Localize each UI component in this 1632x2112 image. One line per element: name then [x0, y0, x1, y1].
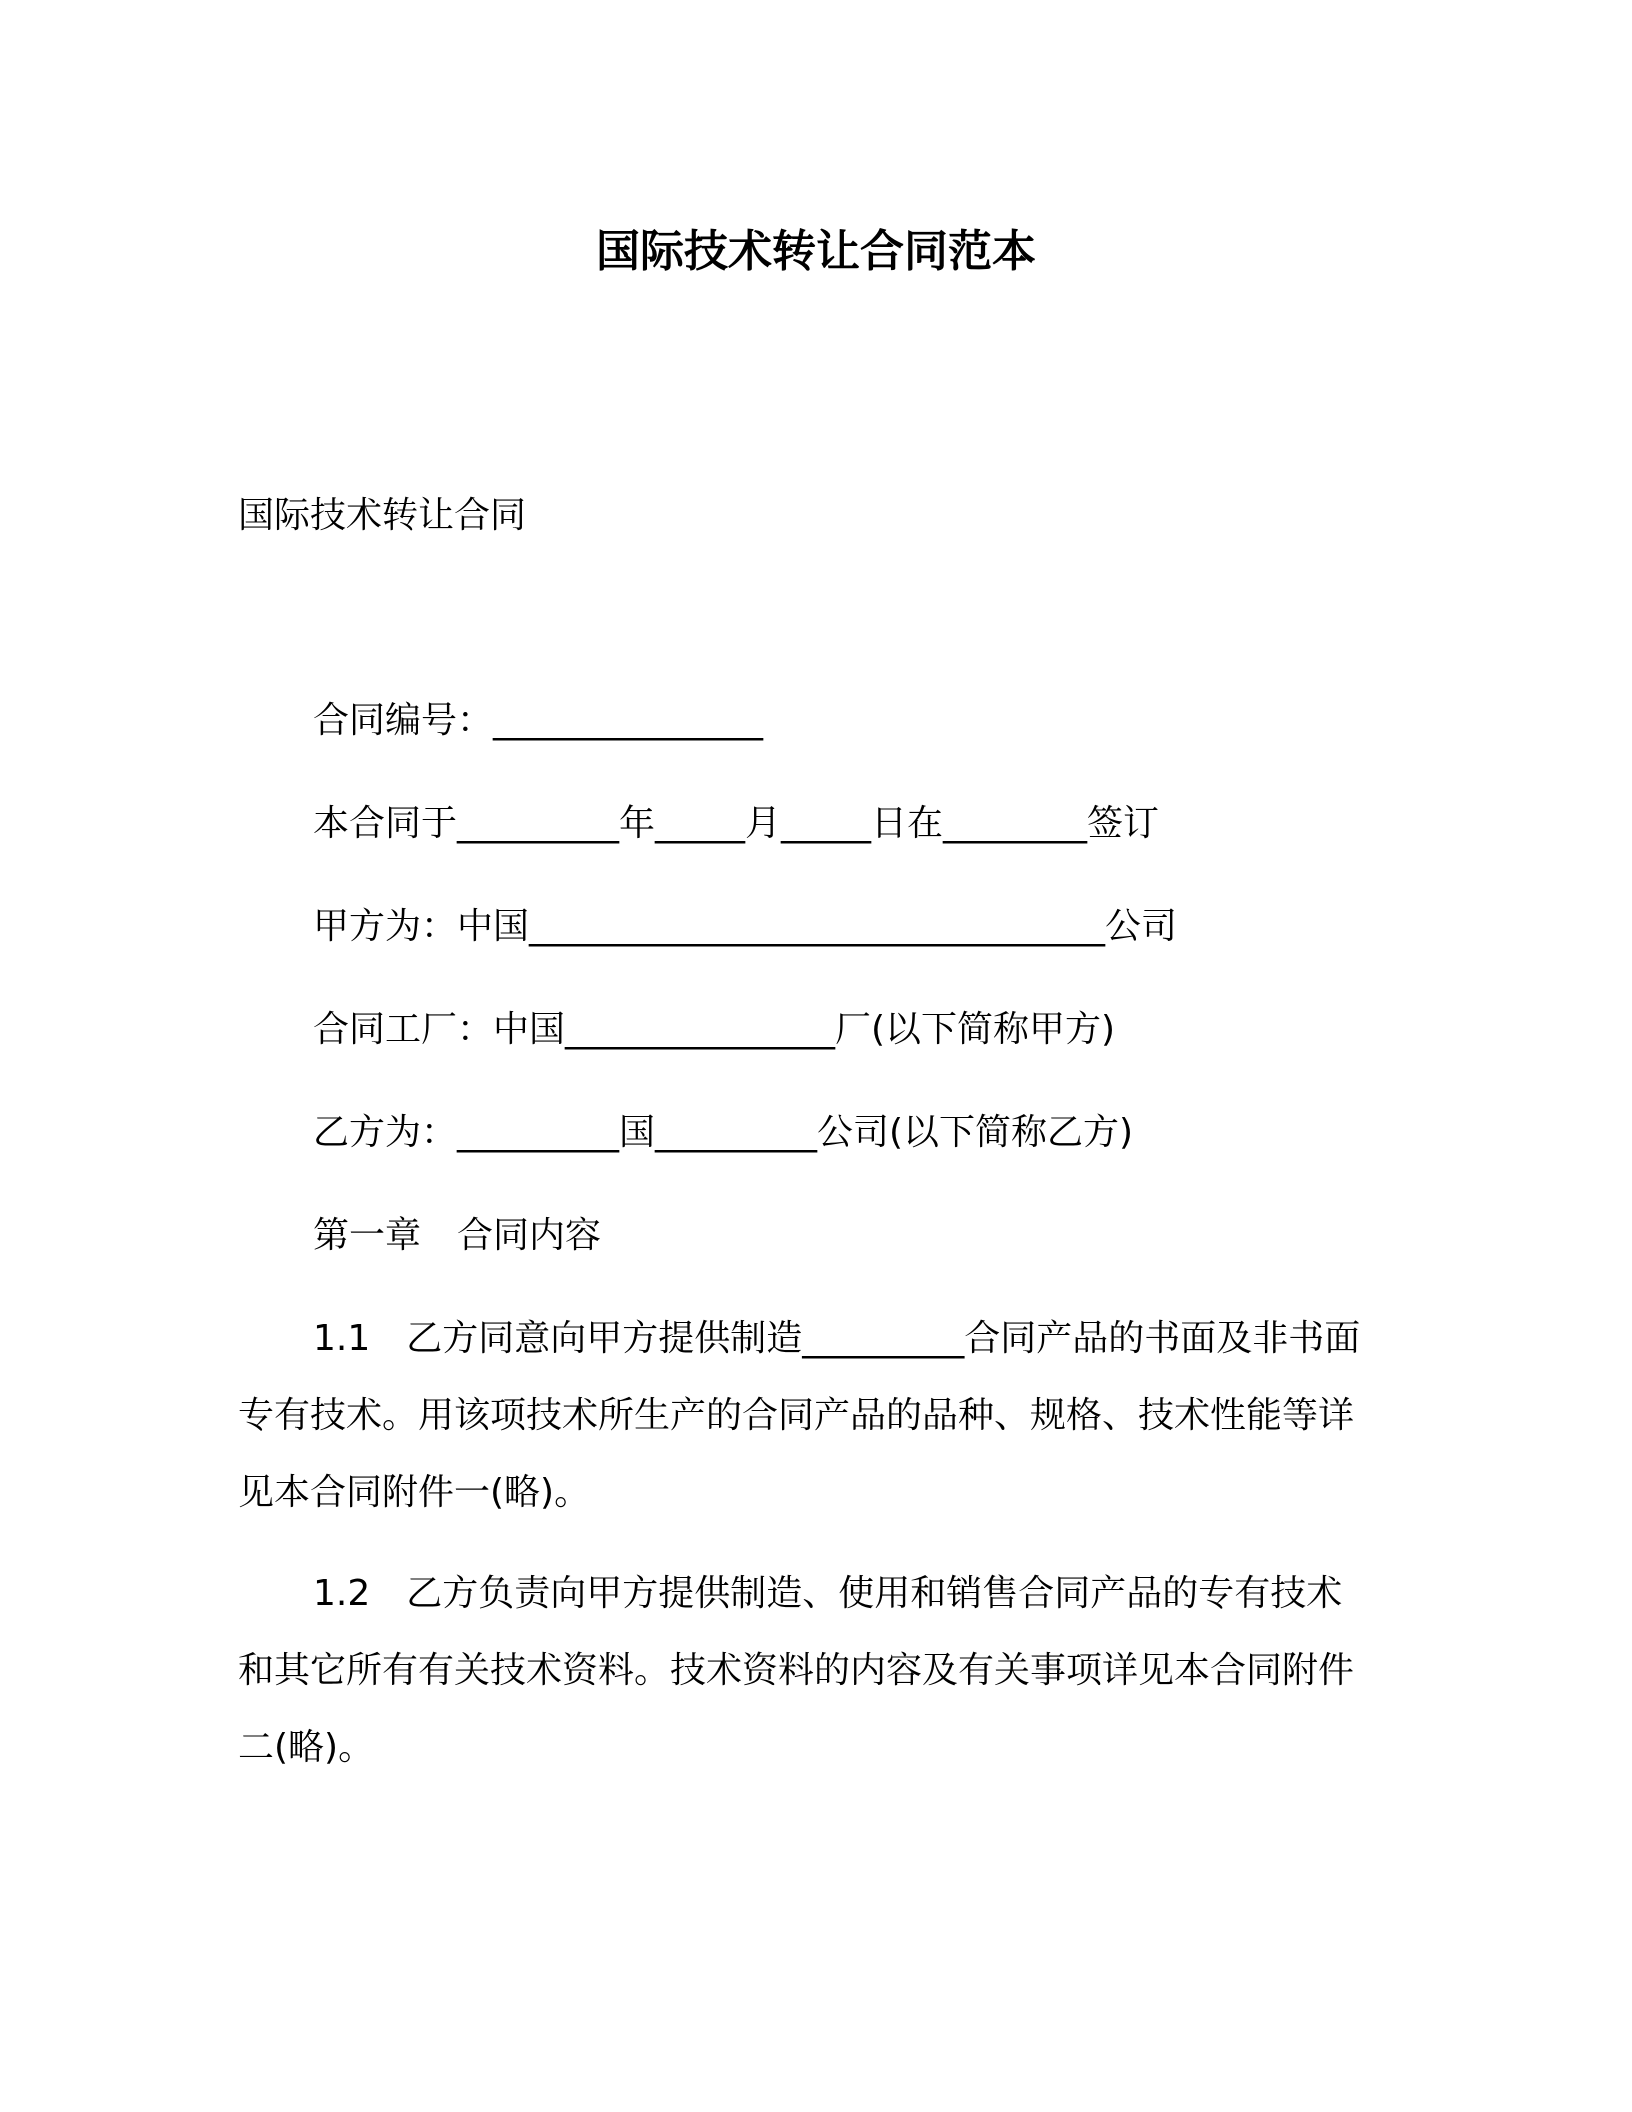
chapter-heading: 第一章 合同内容	[313, 1215, 602, 1256]
signing-date-line: 本合同于_________年_____月_____日在________签订	[313, 803, 1160, 844]
contract-factory-line: 合同工厂：中国_______________厂(以下简称甲方)	[313, 1009, 1116, 1050]
contract-number-line: 合同编号：_______________	[313, 700, 764, 741]
clause-1-1	[238, 1300, 1378, 1531]
clause-1-2	[238, 1555, 1378, 1786]
party-a-line: 甲方为：中国________________________________公司	[313, 906, 1178, 947]
clause-1-2-text: 1.2 乙方负责向甲方提供制造、使用和销售合同产品的专有技术和其它所有有关技术资料。技术资料的内容及有关事项详见本合同附件二(略)。	[238, 1573, 1355, 1768]
clause-1-1-text: 1.1 乙方同意向甲方提供制造_________合同产品的书面及非书面专有技术。用该项技术所生产的合同产品的品种、规格、技术性能等详见本合同附件一(略)。	[238, 1318, 1361, 1513]
document-title: 国际技术转让合同范本	[596, 226, 1036, 277]
party-b-line: 乙方为：_________国_________公司(以下简称乙方)	[313, 1112, 1134, 1153]
contract-subtitle: 国际技术转让合同	[238, 495, 527, 536]
